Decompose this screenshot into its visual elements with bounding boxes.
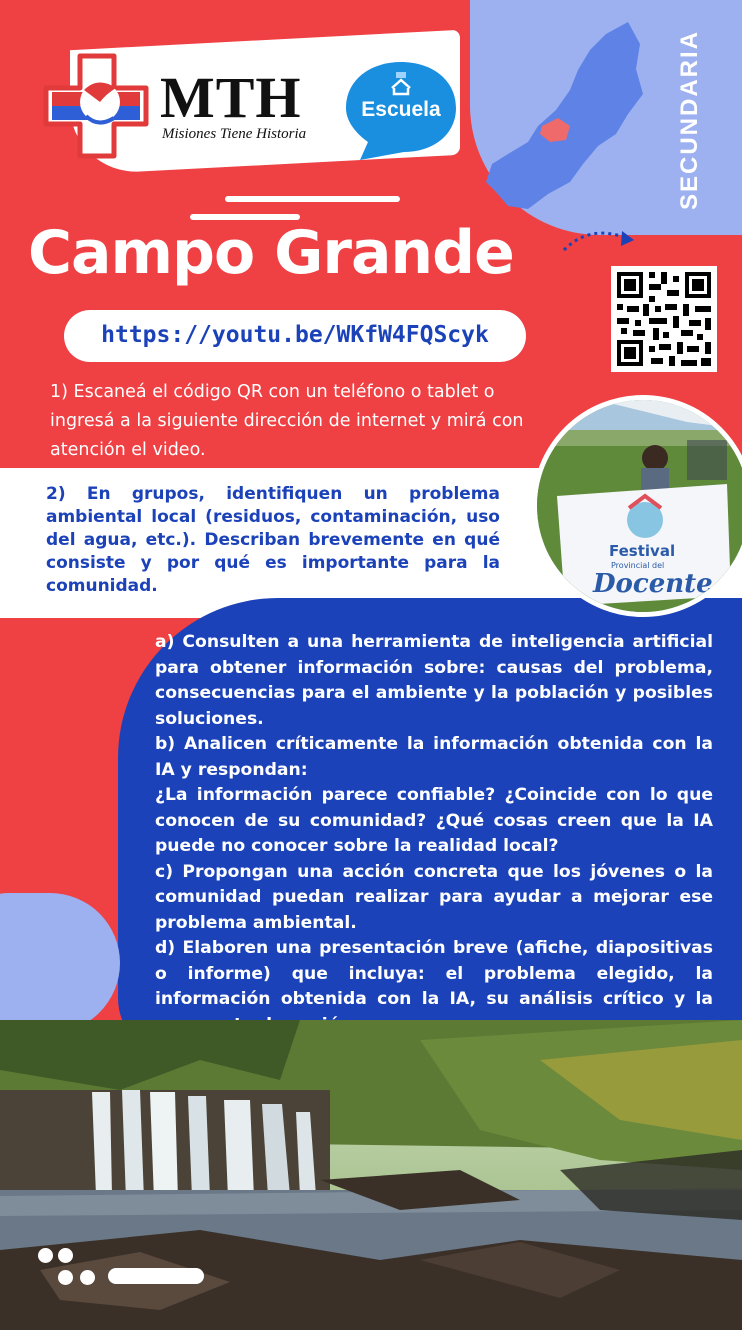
waterfall-photo	[0, 1020, 742, 1330]
video-link[interactable]: https://youtu.be/WKfW4FQScyk	[101, 322, 489, 348]
dotted-arrow-icon	[560, 222, 640, 256]
step-a: a) Consulten a una herramienta de inteligencia artificial para obtener información sobre: causas del problema, consecuencias para el ambiente y la población y posibles soluciones.	[155, 632, 713, 729]
deco-dot	[38, 1248, 53, 1263]
step-1-text: 1) Escaneá el código QR con un teléfono o tablet o ingresá a la siguiente dirección de internet y mirá con atención el video.	[50, 382, 524, 460]
logo-subtitle: Misiones Tiene Historia	[162, 126, 307, 142]
step-c: c) Propongan una acción concreta que los jóvenes o la comunidad puedan realizar para ayudar a mejorar ese problema ambiental.	[155, 861, 713, 933]
festival-photo-image	[537, 400, 742, 612]
escuela-badge: Escuela	[361, 98, 441, 121]
page-title: Campo Grande	[28, 218, 514, 288]
steps-list	[155, 630, 713, 1038]
deco-dot	[58, 1248, 73, 1263]
logo-title: MTH	[160, 65, 302, 130]
qr-code-icon[interactable]	[611, 266, 717, 372]
deco-pill	[108, 1268, 204, 1284]
waterfall-image	[0, 1020, 742, 1330]
flag-line-3: Docente	[593, 569, 713, 599]
mth-logo-icon	[40, 50, 152, 162]
step-2-text: 2) En grupos, identifiquen un problema ambiental local (residuos, contaminación, uso del agua, etc.). Describan brevemente en qué consiste y por qué es importante para la comunidad.	[46, 484, 500, 596]
misiones-map-icon	[478, 14, 668, 219]
step-b: b) Analicen críticamente la información obtenida con la IA y respondan:	[155, 734, 713, 780]
festival-photo	[532, 395, 742, 617]
step-d: d) Elaboren una presentación breve (afiche, diapositivas o informe) que incluya: el problema elegido, la información obtenida con la IA, su análisis crítico y la	[155, 938, 713, 1009]
step-b-questions: ¿La información parece confiable? ¿Coincide con lo que conocen de su comunidad? ¿Qué cosas creen que la IA puede no conocer sobre la realidad local?	[155, 785, 713, 856]
deco-dot	[80, 1270, 95, 1285]
deco-dot	[58, 1270, 73, 1285]
level-label: SECUNDARIA	[676, 29, 703, 211]
flag-line-2: Provincial del	[611, 561, 665, 570]
flag-line-1: Festival	[609, 542, 676, 560]
deco-line	[225, 196, 400, 202]
